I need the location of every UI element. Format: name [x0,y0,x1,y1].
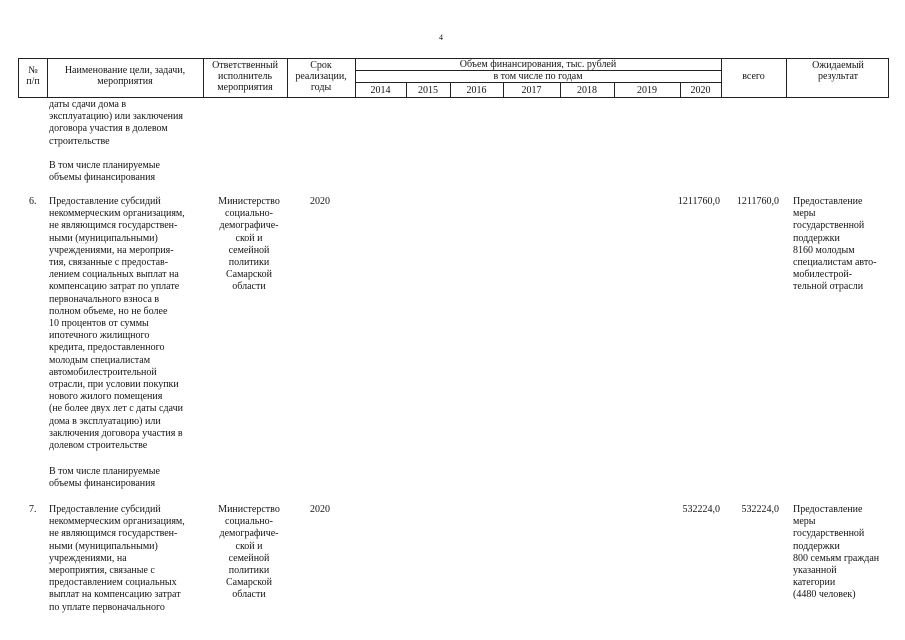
continuation-planned-financing: В том числе планируемые объемы финансирования [49,160,160,184]
header-funding: Объем финансирования, тыс. рублей [459,59,617,70]
row-measure-name: Предоставление субсидий некоммерческим организациям, не являющимся государствен- ными (муниципальными) учреждениями, на мероприя- тия, связанные с предостав- лением социальных выплат на компенсацию затрат по уплате первоначального взноса в полном объеме, но не более 10 процентов от суммы ипотечного жилищного кредита, предоставленного молодым специалистам автомобилестроительной отрасли, при условии покупки нового жилого помещения (не более двух лет с даты сдачи дома в эксплуатацию) или заключения договора участия в долевом строительстве [49,196,185,452]
row-number: 6. [29,196,37,207]
header-total: всего [742,71,765,82]
row-term: 2020 [310,196,330,207]
header-num: № п/п [26,65,40,87]
row-term: 2020 [310,504,330,515]
row-amount-2020: 532224,0 [682,504,720,515]
header-term: Срок реализации, годы [295,60,347,93]
row-divider [355,82,721,83]
row-measure-name: Предоставление субсидий некоммерческим организациям, не являющимся государствен- ными (муниципальными) учреждениями, на мероприятия, связаные с предоставлением социальных выплат на компенсацию затрат по уплате первоначального [49,504,185,613]
row-expected-result: Предоставление меры государственной поддержки 800 семьям граждан указанной категории (4480 человек) [793,504,880,601]
header-name: Наименование цели, задачи, мероприятия [64,65,186,87]
row-amount-2020: 1211760,0 [677,196,720,207]
year-2018: 2018 [577,85,597,96]
year-2015: 2015 [418,85,438,96]
row-amount-total: 532224,0 [741,504,779,515]
year-2016: 2016 [466,85,487,96]
row-executor: Министерство социально- демографиче- ской и семейной политики Самарской области [218,196,280,293]
row-executor: Министерство социально- демографиче- ской и семейной политики Самарской области [218,504,280,601]
header-executor: Ответственный исполнитель мероприятия [212,60,278,93]
page-number: 4 [439,33,443,42]
year-2014: 2014 [370,85,391,96]
header-result: Ожидаемый результат [812,60,864,82]
row-amount-total: 1211760,0 [736,196,779,207]
header-by-years: в том числе по годам [493,71,583,82]
row-expected-result: Предоставление меры государственной поддержки 8160 молодым специалистам авто- мобилестрой- тельной отрасли [793,196,877,293]
year-2017: 2017 [521,85,542,96]
year-2019: 2019 [637,85,657,96]
year-2020: 2020 [690,85,711,96]
continuation-text: даты сдачи дома в эксплуатацию) или заключения договора участия в долевом строительстве [49,99,183,147]
row-number: 7. [29,504,37,515]
row-planned-financing: В том числе планируемые объемы финансирования [49,466,160,490]
table-header [18,58,889,98]
